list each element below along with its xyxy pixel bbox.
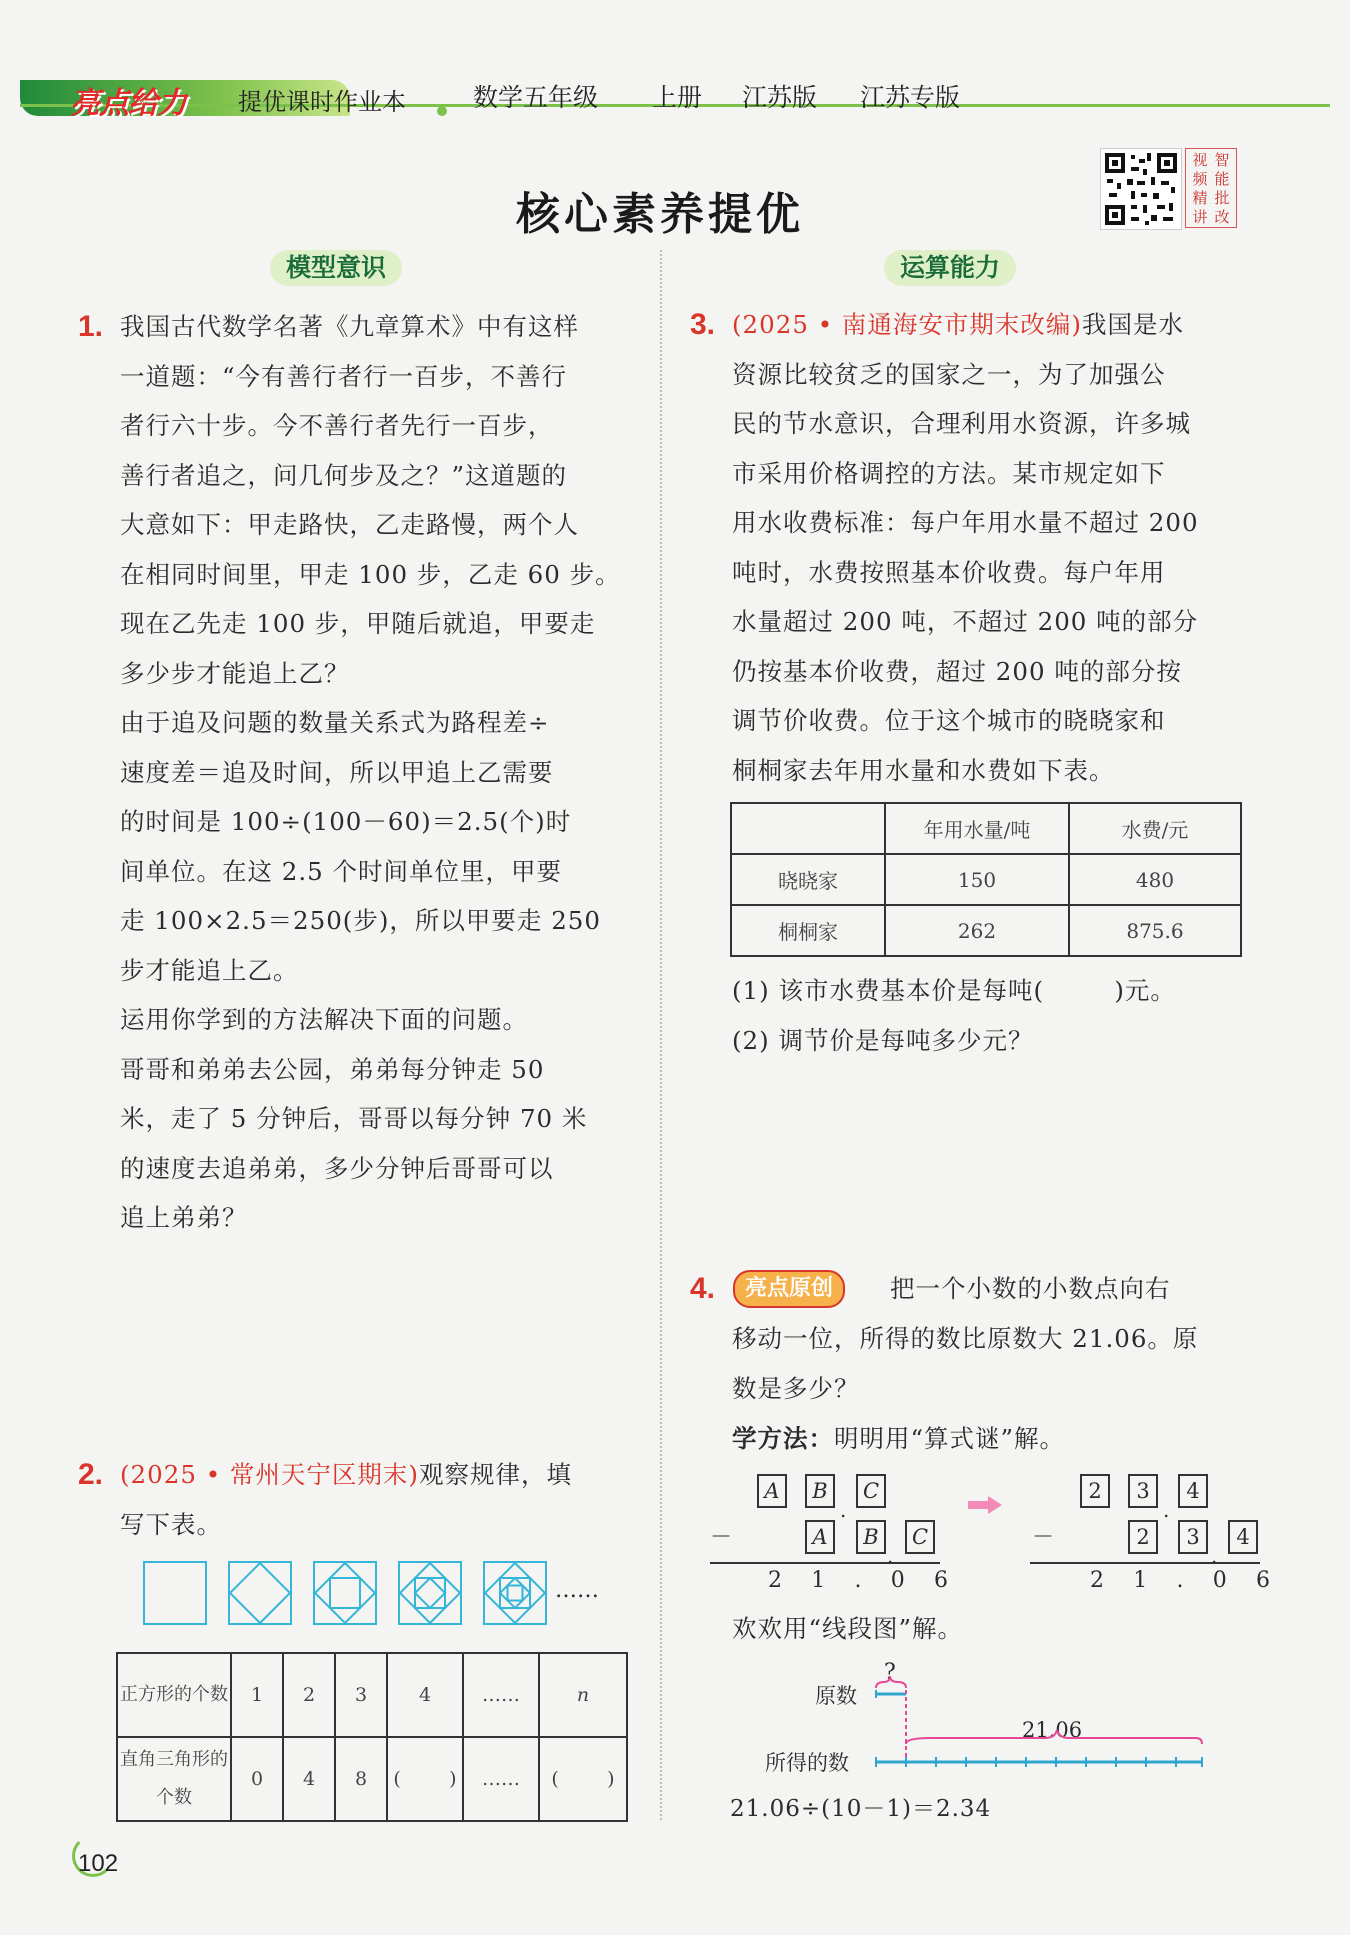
text-line: 走 100×2.5＝250(步)，所以甲要走 250 (120, 906, 601, 935)
qr-label-video: 视频精讲 (1192, 151, 1208, 226)
square-pattern-4 (398, 1561, 462, 1625)
text-line: 间单位。在这 2.5 个时间单位里，甲要 (120, 856, 563, 886)
text-line: 哥哥和弟弟去公园，弟弟每分钟走 50 (120, 1054, 545, 1084)
puzzle-rule (1030, 1562, 1260, 1564)
solution-formula: 21.06÷(10－1)＝2.34 (730, 1796, 992, 1822)
text-line: 现在乙先走 100 步，甲随后就追，甲要走 (120, 609, 596, 638)
text-line: 步才能追上乙。 (120, 955, 299, 985)
text-line: 运用你学到的方法解决下面的问题。 (120, 1005, 528, 1034)
text-line: 民的节水意识，合理利用水资源，许多城 (732, 409, 1191, 438)
qr-code-icon[interactable] (1100, 148, 1182, 230)
table-cell: 0 (231, 1737, 283, 1821)
text-line: 资源比较贫乏的国家之一，为了加强公 (732, 359, 1166, 389)
method-text: 明明用“算式谜”解。 (834, 1424, 1066, 1453)
minus-sign: － (1032, 1525, 1055, 1550)
header-edition: 江苏版 (742, 83, 818, 112)
table-row (731, 803, 1241, 854)
text-line: 多少步才能追上乙？ (120, 658, 350, 688)
puzzle-result: 2 1 . 0 6 (1090, 1568, 1270, 1593)
header-region: 江苏专版 (860, 83, 961, 112)
table-cell: …… (463, 1737, 539, 1821)
text-line: 市采用价格调控的方法。某市规定如下 (732, 458, 1166, 488)
table-cell: 晓晓家 (731, 854, 885, 905)
square-pattern-3 (313, 1561, 377, 1625)
text-line: 吨时，水费按照基本价收费。每户年用 (732, 557, 1166, 587)
question-2-intro-2: 写下表。 (120, 1509, 222, 1539)
question-number-4: 4. (690, 1272, 716, 1305)
section-tag-calc: 运算能力 (884, 250, 1016, 286)
question-2-source: (2025 • 常州天宁区期末) (120, 1460, 419, 1489)
diagram-label-result: 所得的数 (765, 1751, 849, 1775)
table-row (731, 905, 1241, 956)
question-4-intro: 把一个小数的小数点向右 (890, 1274, 1171, 1303)
text-line: 善行者追之，问几何步及之？”这道题的 (120, 460, 568, 490)
text-line: 一道题：“今有善行者行一百步，不善行 (120, 361, 568, 391)
text-line: 米，走了 5 分钟后，哥哥以每分钟 70 米 (120, 1104, 588, 1133)
question-4-text (732, 1314, 1252, 1413)
table-cell: 150 (885, 854, 1069, 905)
answer-blank[interactable]: ( ) (539, 1737, 627, 1821)
series-name: 提优课时作业本 (238, 88, 406, 116)
table-cell: …… (463, 1653, 539, 1737)
digit-box: B (856, 1520, 886, 1554)
question-3-sub-1: (1) 该市水费基本价是每吨( )元。 (732, 976, 1176, 1005)
text-line: 者行六十步。今不善行者先行一百步， (120, 411, 554, 440)
digit-box: 2 (1080, 1474, 1110, 1508)
text-line: 水量超过 200 吨，不超过 200 吨的部分 (732, 607, 1199, 636)
table-cell: 2 (283, 1653, 335, 1737)
diagram-question-mark: ? (884, 1660, 896, 1685)
header-grade: 数学五年级 (473, 83, 599, 112)
header-dot-icon (437, 106, 447, 116)
digit-box: 2 (1128, 1520, 1158, 1554)
method-line (732, 1414, 1065, 1464)
section-tag-model: 模型意识 (270, 250, 402, 286)
question-4-line-2: 数是多少？ (732, 1373, 860, 1403)
digit-box: C (905, 1520, 935, 1554)
digit-box: 3 (1178, 1520, 1208, 1554)
row-label-squares: 正方形的个数 (117, 1653, 231, 1737)
puzzle-rule (710, 1562, 940, 1564)
question-3-lines (732, 350, 1252, 796)
text-line: 的速度去追弟弟，多少分钟后哥哥可以 (120, 1153, 554, 1183)
question-3-intro: 我国是水 (1082, 310, 1184, 339)
text-line: 仍按基本价收费，超过 200 吨的部分按 (732, 656, 1182, 686)
text-line: 桐桐家去年用水量和水费如下表。 (732, 755, 1115, 785)
text-line: 调节价收费。位于这个城市的晓晓家和 (732, 706, 1166, 735)
brand-logo: 亮点给力 (70, 86, 186, 121)
answer-blank[interactable]: ( ) (387, 1737, 463, 1821)
puzzle-result: 2 1 . 0 6 (768, 1568, 948, 1593)
column-divider (660, 250, 662, 1820)
qr-labels (1185, 148, 1237, 228)
table-cell: 8 (335, 1737, 387, 1821)
question-4-line-1: 移动一位，所得的数比原数大 21.06。原 (732, 1324, 1199, 1353)
text-line: 大意如下：甲走路快，乙走路慢，两个人 (120, 510, 579, 539)
table-cell: 4 (283, 1737, 335, 1821)
square-count-table (116, 1652, 628, 1822)
question-2-intro: 观察规律，填 (419, 1460, 572, 1489)
digit-box: A (757, 1474, 787, 1508)
question-3-sub-2: (2) 调节价是每吨多少元？ (732, 1026, 1034, 1055)
minus-sign: － (710, 1525, 733, 1550)
header-volume: 上册 (652, 83, 703, 112)
table-header (731, 803, 885, 854)
question-2-text (120, 1450, 640, 1549)
question-number-3: 3. (690, 308, 716, 341)
table-cell: 桐桐家 (731, 905, 885, 956)
arrow-right-icon (968, 1496, 1004, 1518)
text-line: 由于追及问题的数量关系式为路程差÷ (120, 708, 550, 737)
table-row (117, 1737, 627, 1821)
digit-box: A (805, 1520, 835, 1554)
line-method-text: 欢欢用“线段图”解。 (732, 1614, 964, 1643)
method-label: 学方法： (732, 1424, 834, 1453)
original-badge: 亮点原创 (733, 1270, 845, 1308)
question-number-1: 1. (78, 310, 104, 343)
table-cell: 3 (335, 1653, 387, 1737)
text-line: 速度差＝追及时间，所以甲追上乙需要 (120, 757, 554, 787)
table-row (731, 854, 1241, 905)
square-pattern-2 (228, 1561, 292, 1625)
text-line: 用水收费标准：每户年用水量不超过 200 (732, 508, 1199, 537)
question-1-text (120, 302, 640, 1243)
digit-box: 3 (1128, 1474, 1158, 1508)
page-title: 核心素养提优 (516, 189, 804, 240)
table-row (117, 1653, 627, 1737)
digit-box: 4 (1228, 1520, 1258, 1554)
table-cell: 262 (885, 905, 1069, 956)
text-line: 追上弟弟？ (120, 1203, 248, 1232)
table-cell: 4 (387, 1653, 463, 1737)
text-line: 在相同时间里，甲走 100 步，乙走 60 步。 (120, 559, 621, 589)
table-cell: 875.6 (1069, 905, 1241, 956)
table-cell: n (539, 1653, 627, 1737)
page-number: 102 (78, 1850, 119, 1877)
water-fee-table (730, 802, 1242, 957)
row-label-triangles: 直角三角形的个数 (117, 1737, 231, 1821)
digit-box: 4 (1178, 1474, 1208, 1508)
square-pattern-5 (483, 1561, 547, 1625)
table-header: 水费/元 (1069, 803, 1241, 854)
digit-box: C (856, 1474, 886, 1508)
question-3-source: (2025 • 南通海安市期末改编) (732, 310, 1082, 339)
digit-box: B (805, 1474, 835, 1508)
table-header: 年用水量/吨 (885, 803, 1069, 854)
table-cell: 480 (1069, 854, 1241, 905)
square-pattern-1 (143, 1561, 207, 1625)
diagram-difference: 21.06 (1022, 1718, 1083, 1742)
text-line: 我国古代数学名著《九章算术》中有这样 (120, 312, 579, 341)
qr-label-grading: 智能批改 (1214, 151, 1230, 226)
question-3-text (732, 300, 1252, 795)
question-number-2: 2. (78, 1458, 104, 1491)
diagram-label-original: 原数 (815, 1684, 857, 1708)
text-line: 的时间是 100÷(100－60)＝2.5(个)时 (120, 807, 572, 836)
pattern-ellipsis: …… (555, 1578, 599, 1603)
table-cell: 1 (231, 1653, 283, 1737)
segment-diagram (870, 1672, 1210, 1772)
